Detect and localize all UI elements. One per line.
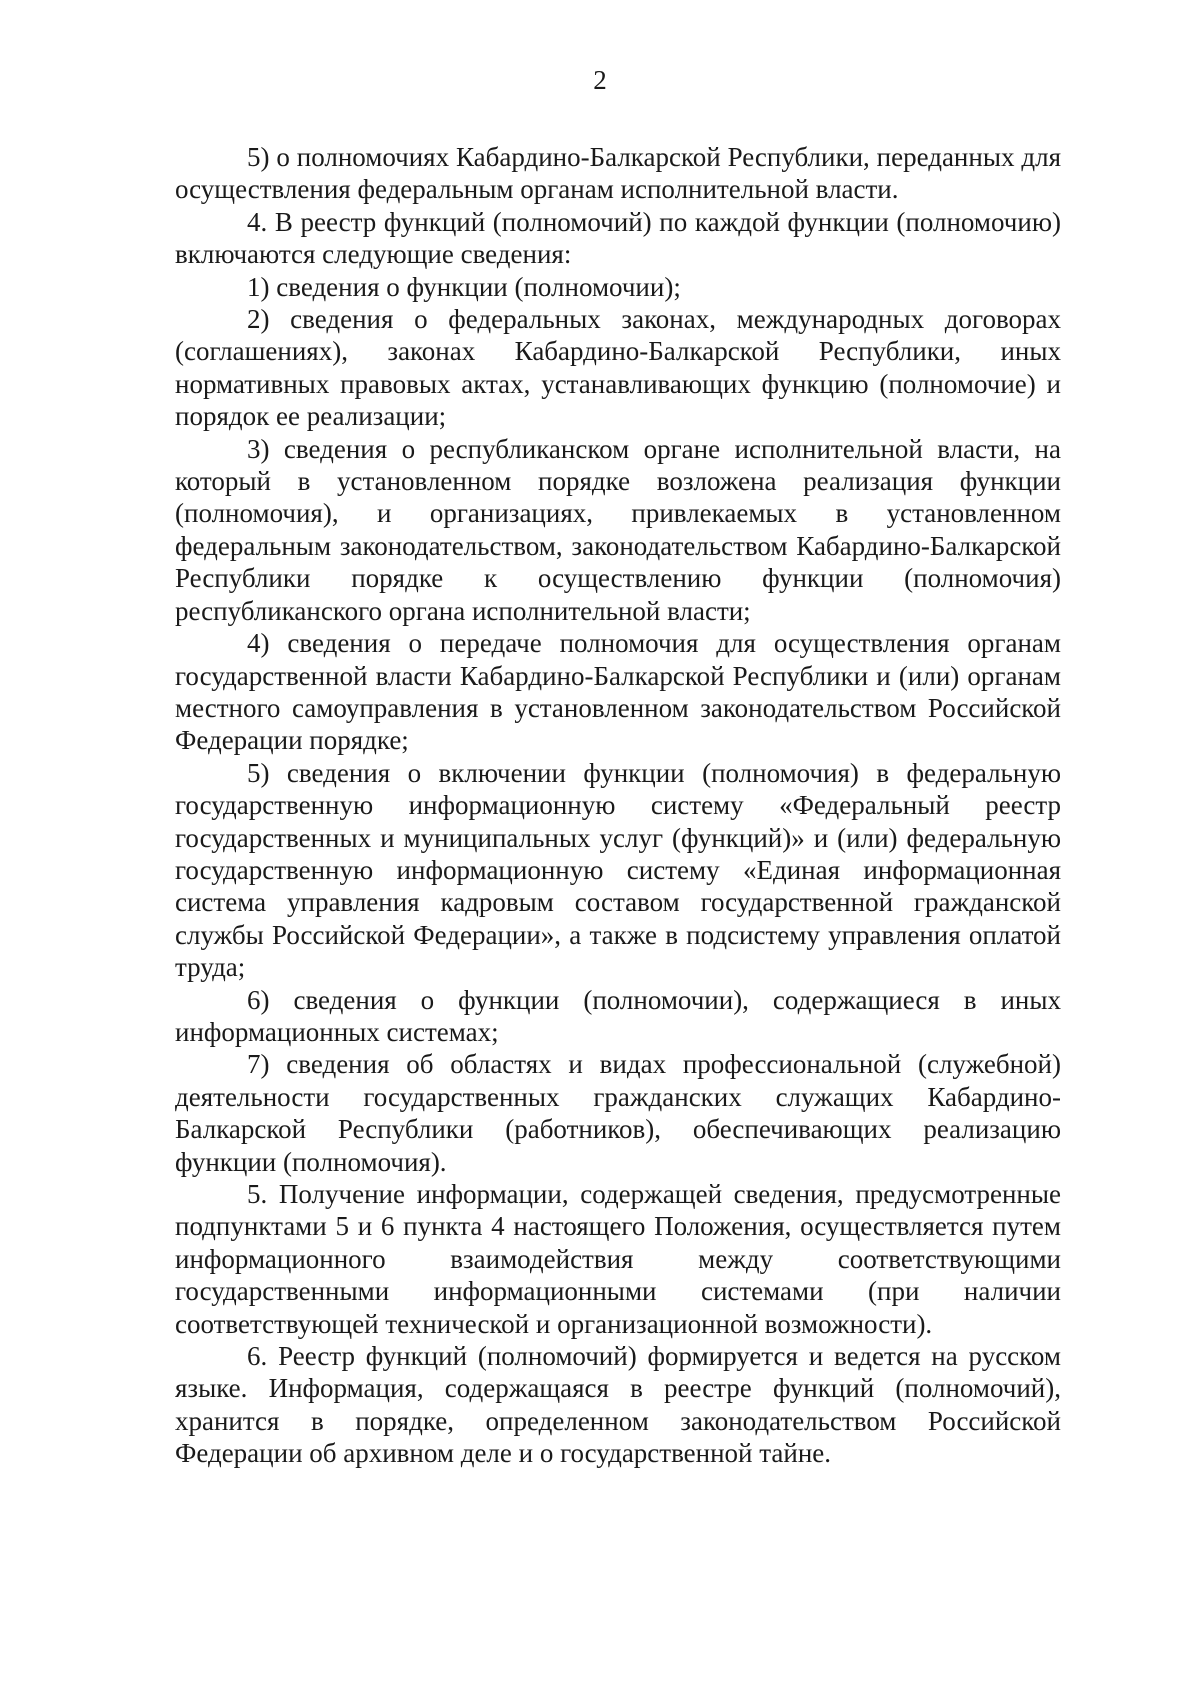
document-body [175,141,1061,1470]
paragraph-section-6: 6. Реестр функций (полномочий) формируется и ведется на русском языке. Информация, содержащаяся в реестре функций (полномочий), хранится в порядке, определенном законодательством Российской Федерации об архивном деле и о государственной тайне. [175,1341,1061,1469]
paragraph-item-4: 4) сведения о передаче полномочия для осуществления органам государственной власти Кабардино-Балкарской Республики и (или) органам местного самоуправления в установленном законодательством Российской Федерации порядке; [175,628,1061,756]
paragraph-item-3: 3) сведения о республиканском органе исполнительной власти, на который в установленном порядке возложена реализация функции (полномочия), и организациях, привлекаемых в установленном федеральным законодательством, законодательством Кабардино-Балкарской Республики порядке к осуществлению функции (полномочия) республиканского органа исполнительной власти; [175,433,1061,626]
paragraph-item-7: 7) сведения об областях и видах профессиональной (служебной) деятельности государственных гражданских служащих Кабардино-Балкарской Республики (работников), обеспечивающих реализацию функции (полномочия). [175,1049,1061,1177]
paragraph-section-5: 5. Получение информации, содержащей сведения, предусмотренные подпунктами 5 и 6 пункта 4 настоящего Положения, осуществляется путем информационного взаимодействия между соответствующими государственными информационными системами (при наличии соответствующей технической и организационной возможности). [175,1179,1061,1339]
paragraph-item-5: 5) сведения о включении функции (полномочия) в федеральную государственную информационную систему «Федеральный реестр государственных и муниципальных услуг (функций)» и (или) федеральную государственную информационную систему «Единая информационная система управления кадровым составом государственной гражданской службы Российской Федерации», а также в подсистему управления оплатой труда; [175,757,1061,983]
paragraph-section-4-intro: 4. В реестр функций (полномочий) по каждой функции (полномочию) включаются следующие сведения: [175,206,1061,270]
page-number: 2 [593,65,607,95]
paragraph-item-6: 6) сведения о функции (полномочии), содержащиеся в иных информационных системах; [175,984,1061,1047]
paragraph-item-1: 1) сведения о функции (полномочии); [247,271,681,302]
paragraph-item-5-powers-transferred: 5) о полномочиях Кабардино-Балкарской Республики, переданных для осуществления федеральным органам исполнительной власти. [175,142,1061,205]
paragraph-item-2: 2) сведения о федеральных законах, международных договорах (соглашениях), законах Кабардино-Балкарской Республики, иных нормативных правовых актах, устанавливающих функцию (полномочие) и порядок ее реализации; [175,304,1061,432]
